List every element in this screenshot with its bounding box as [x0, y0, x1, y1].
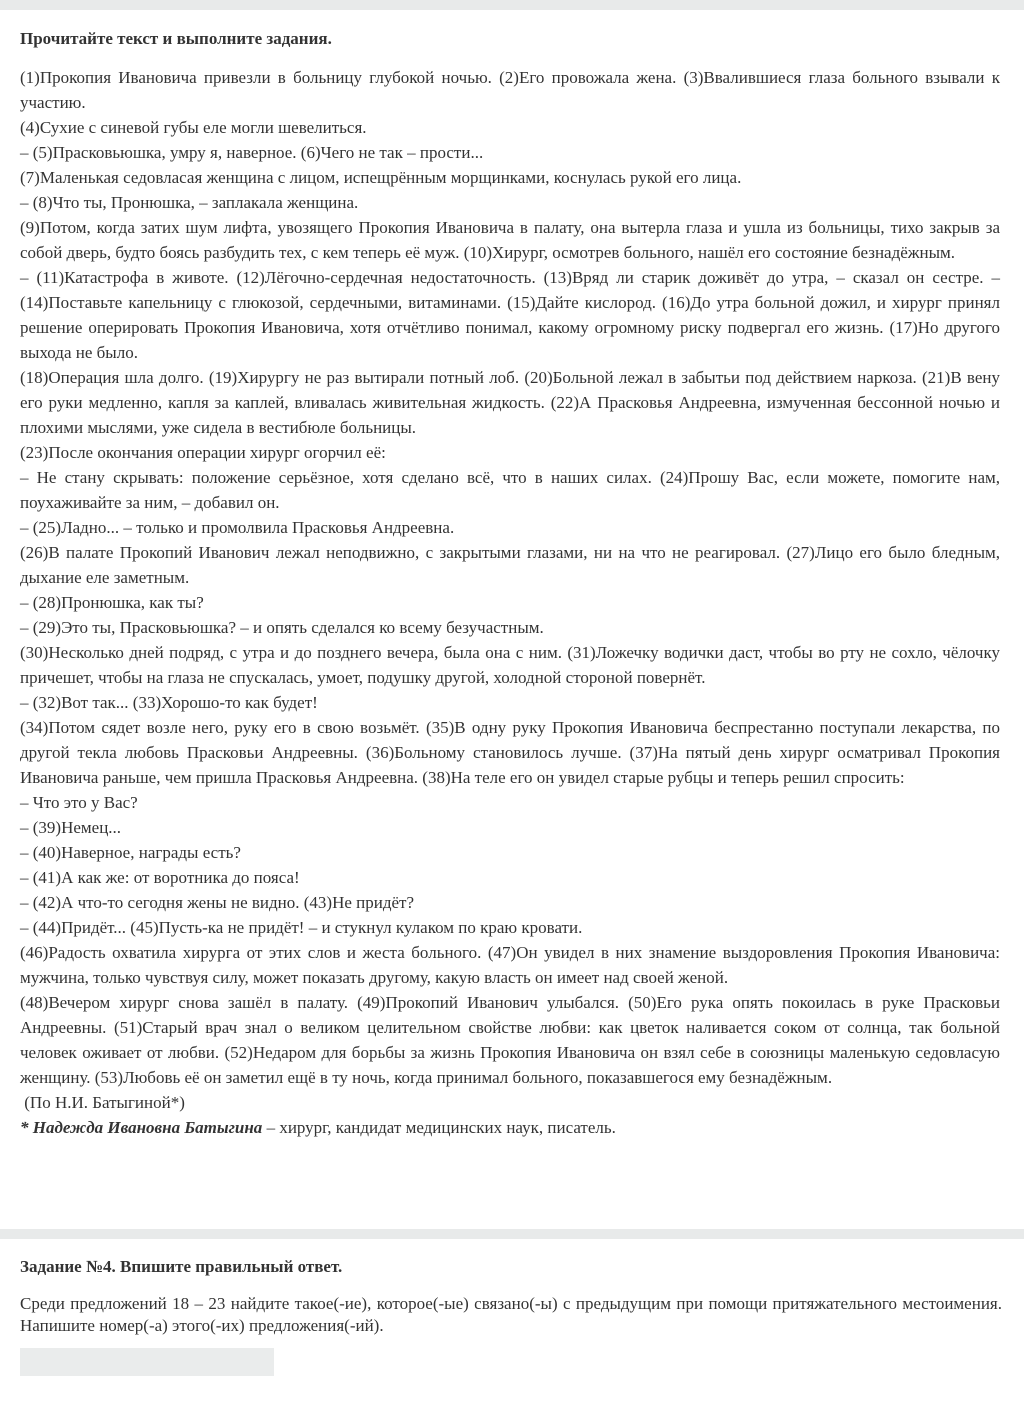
text-paragraph: – (11)Катастрофа в животе. (12)Лёгочно-сердечная недостаточность. (13)Вряд ли старик доживёт до утра, – сказал он сестре. – (14)Поставьте капельницу с глюкозой, сердечными, витаминами. (15)Дайте кислород. (16)До утра больной дожил, и хирург принял решение оперировать Прокопия Ивановича, хотя отчётливо понимал, какому огромному риску подвергал его жизнь. (17)Но другого выхода не было.	[20, 268, 1000, 362]
task-question: Среди предложений 18 – 23 найдите такое(-ие), которое(-ые) связано(-ы) с предыдущим при помощи притяжательного местоимения. Напишите номер(-а) этого(-их) предложения(-ий).	[20, 1294, 1002, 1335]
text-paragraph: (7)Маленькая седовласая женщина с лицом, испещрённым морщинками, коснулась рукой его лица.	[20, 168, 742, 187]
text-paragraph: – (39)Немец...	[20, 818, 122, 837]
text-paragraph: (1)Прокопия Ивановича привезли в больницу глубокой ночью. (2)Его провожала жена. (3)Ввалившиеся глаза больного взывали к участию.	[20, 68, 1000, 112]
text-paragraph: (26)В палате Прокопий Иванович лежал неподвижно, с закрытыми глазами, ни на что не реагировал. (27)Лицо его было бледным, дыхание еле заметным.	[20, 543, 1000, 587]
task-title: Задание №4. Впишите правильный ответ.	[20, 1257, 343, 1276]
text-paragraph: (4)Сухие с синевой губы еле могли шевелиться.	[20, 118, 367, 137]
footnote	[20, 1115, 1000, 1140]
text-paragraph: – (40)Наверное, награды есть?	[20, 843, 241, 862]
text-paragraph: – (32)Вот так... (33)Хорошо-то как будет!	[20, 693, 318, 712]
section-divider	[0, 1229, 1024, 1239]
text-paragraph: (23)После окончания операции хирург огорчил её:	[20, 443, 386, 462]
footnote-description: – хирург, кандидат медицинских наук, писатель.	[262, 1118, 616, 1137]
text-paragraph: – Не стану скрывать: положение серьёзное, хотя сделано всё, что в наших силах. (24)Прошу Вас, если можете, помогите нам, поухаживайте за ним, – добавил он.	[20, 468, 1000, 512]
footnote-author-name: Надежда Ивановна Батыгина	[32, 1118, 263, 1137]
text-paragraph: – (28)Пронюшка, как ты?	[20, 593, 204, 612]
text-paragraph: – (44)Придёт... (45)Пусть-ка не придёт! – и стукнул кулаком по краю кровати.	[20, 918, 583, 937]
text-paragraph: – (42)А что-то сегодня жены не видно. (43)Не придёт?	[20, 893, 415, 912]
text-paragraph: (30)Несколько дней подряд, с утра и до позднего вечера, была она с ним. (31)Ложечку водички даст, чтобы во рту не сохло, чёлочку причешет, чтобы на глаза не спускалась, умоет, подушку другой, холодной стороной повернёт.	[20, 643, 1000, 687]
source-attribution: (По Н.И. Батыгиной*)	[20, 1093, 185, 1112]
text-paragraph: – (8)Что ты, Пронюшка, – заплакала женщина.	[20, 193, 359, 212]
task-section	[20, 1254, 1002, 1337]
text-paragraph: (34)Потом сядет возле него, руку его в свою возьмёт. (35)В одну руку Прокопия Ивановича беспрестанно поступали лекарства, по другой текла любовь Прасковьи Андреевны. (36)Больному становилось лучше. (37)На пятый день хирург осматривал Прокопия Ивановича раньше, чем пришла Прасковья Андреевна. (38)На теле его он увидел старые рубцы и теперь решил спросить:	[20, 718, 1000, 787]
answer-input[interactable]	[20, 1348, 274, 1376]
instruction-heading: Прочитайте текст и выполните задания.	[20, 29, 332, 48]
reading-text	[20, 26, 1000, 1140]
text-paragraph: (46)Радость охватила хирурга от этих слов и жеста больного. (47)Он увидел в них знамение выздоровления Прокопия Ивановича: мужчина, только чувствуя силу, может показать другому, какую власть он имеет над своей женой.	[20, 943, 1000, 987]
text-paragraph: (18)Операция шла долго. (19)Хирургу не раз вытирали потный лоб. (20)Больной лежал в забытьи под действием наркоза. (21)В вену его руки медленно, капля за каплей, вливалась живительная жидкость. (22)А Прасковья Андреевна, измученная бессонной ночью и плохими мыслями, уже сидела в вестибюле больницы.	[20, 368, 1000, 437]
text-paragraph: – (25)Ладно... – только и промолвила Прасковья Андреевна.	[20, 518, 455, 537]
text-paragraph: – (41)А как же: от воротника до пояса!	[20, 868, 300, 887]
text-paragraph: (9)Потом, когда затих шум лифта, увозящего Прокопия Ивановича в палату, она вытерла глаза и ушла из больницы, тихо закрыв за собой дверь, будто боясь разбудить тех, с кем теперь её муж. (10)Хирург, осмотрев больного, нашёл его состояние безнадёжным.	[20, 218, 1000, 262]
text-paragraph: – (5)Прасковьюшка, умру я, наверное. (6)Чего не так – прости...	[20, 143, 484, 162]
text-paragraph: – Что это у Вас?	[20, 793, 138, 812]
text-paragraph: – (29)Это ты, Прасковьюшка? – и опять сделался ко всему безучастным.	[20, 618, 544, 637]
footnote-marker: *	[20, 1118, 33, 1137]
text-paragraph: (48)Вечером хирург снова зашёл в палату. (49)Прокопий Иванович улыбался. (50)Его рука опять покоилась в руке Прасковьи Андреевны. (51)Старый врач знал о великом целительном свойстве любви: как цветок наливается соком от солнца, так больной человек оживает от любви. (52)Недаром для борьбы за жизнь Прокопия Ивановича он взял себе в союзницы маленькую седовласую женщину. (53)Любовь её он заметил ещё в ту ночь, когда принимал больного, показавшегося ему безнадёжным.	[20, 993, 1000, 1087]
top-divider-bar	[0, 0, 1024, 10]
